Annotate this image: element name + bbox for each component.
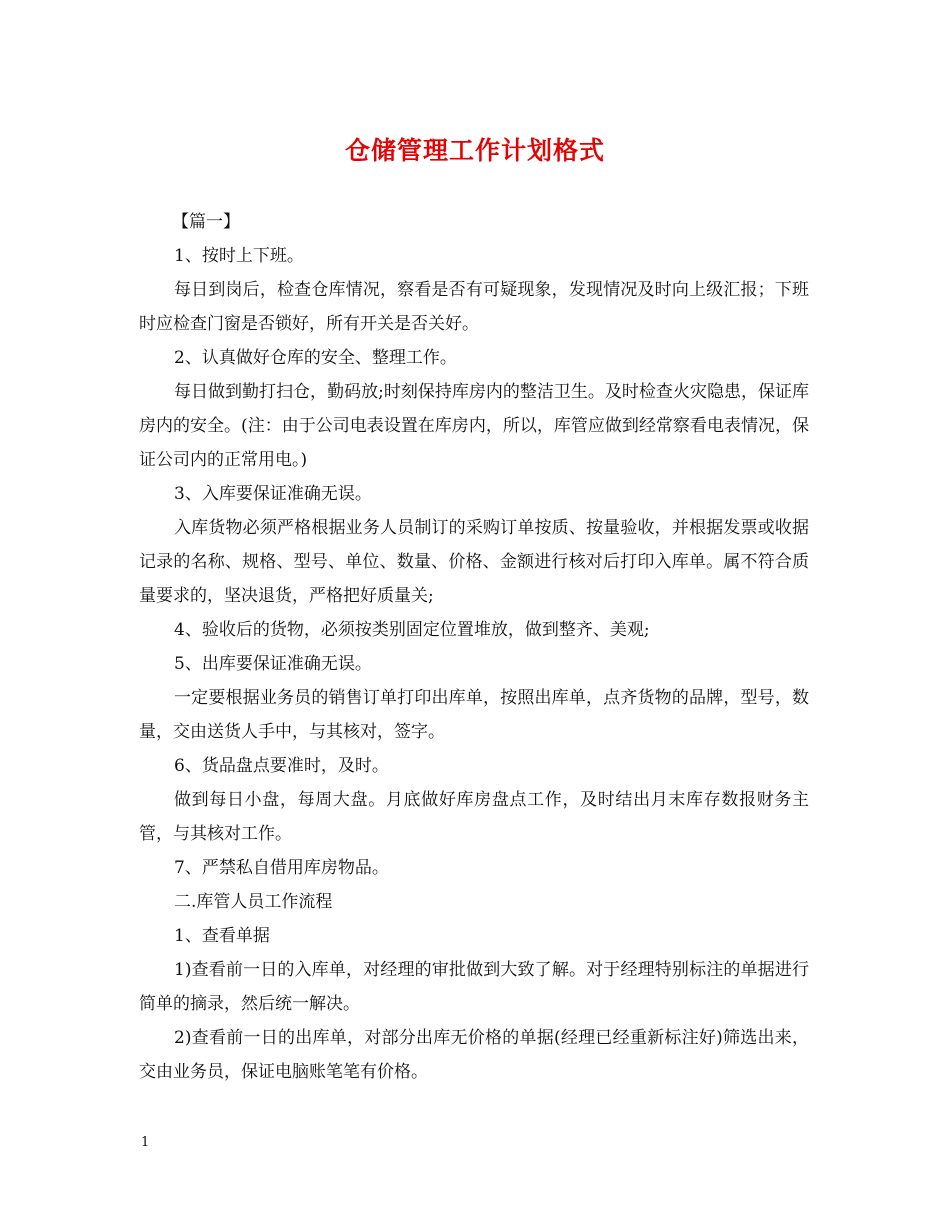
document-body (139, 205, 809, 1089)
paragraph: 2)查看前一日的出库单，对部分出库无价格的单据(经理已经重新标注好)筛选出来，交由业务员，保证电脑账笔笔有价格。 (139, 1028, 809, 1082)
paragraph: 每日做到勤打扫仓，勤码放;时刻保持库房内的整洁卫生。及时检查火灾隐患，保证库房内的安全。(注：由于公司电表设置在库房内，所以，库管应做到经常察看电表情况，保证公司内的正常用电。) (139, 382, 809, 470)
paragraph: 2、认真做好仓库的安全、整理工作。 (174, 348, 457, 368)
paragraph: 4、验收后的货物，必须按类别固定位置堆放，做到整齐、美观; (174, 620, 650, 640)
paragraph: 1、按时上下班。 (174, 246, 304, 266)
paragraph: 一定要根据业务员的销售订单打印出库单，按照出库单，点齐货物的品牌，型号，数量，交由送货人手中，与其核对，签字。 (139, 688, 809, 742)
paragraph: 1、查看单据 (174, 926, 270, 946)
paragraph: 入库货物必须严格根据业务人员制订的采购订单按质、按量验收，并根据发票或收据记录的名称、规格、型号、单位、数量、价格、金额进行核对后打印入库单。属不符合质量要求的，坚决退货，严格把好质量关; (139, 518, 809, 606)
page-number: 1 (141, 1135, 150, 1150)
paragraph: 1)查看前一日的入库单，对经理的审批做到大致了解。对于经理特别标注的单据进行简单的摘录，然后统一解决。 (139, 960, 809, 1014)
section-heading: 【篇一】 (172, 212, 240, 232)
paragraph: 每日到岗后，检查仓库情况，察看是否有可疑现象，发现情况及时向上级汇报；下班时应检查门窗是否锁好，所有开关是否关好。 (139, 280, 809, 334)
paragraph: 5、出库要保证准确无误。 (174, 654, 372, 674)
paragraph: 7、严禁私自借用库房物品。 (174, 858, 389, 878)
paragraph: 二.库管人员工作流程 (174, 892, 333, 912)
page-title: 仓储管理工作计划格式 (344, 136, 605, 165)
paragraph: 3、入库要保证准确无误。 (174, 484, 372, 504)
paragraph: 做到每日小盘，每周大盘。月底做好库房盘点工作，及时结出月末库存数报财务主管，与其核对工作。 (139, 790, 809, 844)
paragraph: 6、货品盘点要准时，及时。 (174, 756, 389, 776)
